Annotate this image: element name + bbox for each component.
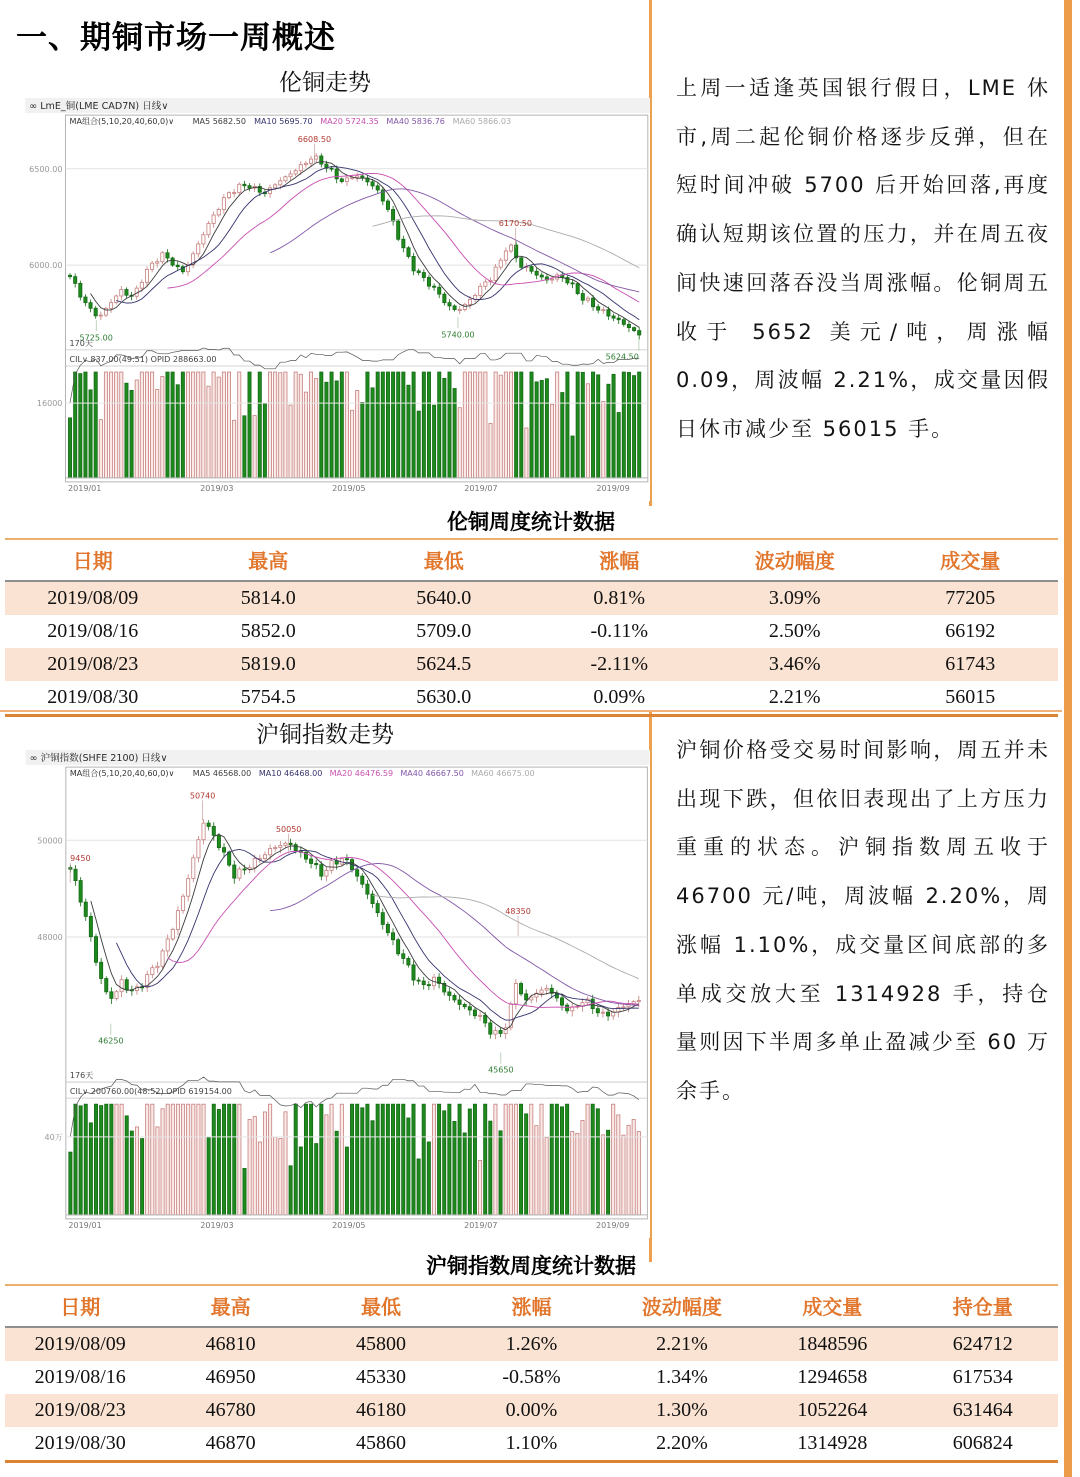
table-cell: -2.11% (590, 653, 649, 675)
table-row (5, 581, 1058, 615)
table-row (5, 681, 1058, 716)
column-header: 最低 (306, 1285, 456, 1327)
svg-text:176天: 176天 (69, 1071, 94, 1081)
svg-text:2019/01: 2019/01 (67, 483, 102, 493)
table-cell: 46950 (205, 1366, 256, 1388)
svg-text:2019/03: 2019/03 (200, 483, 234, 493)
table-cell: 1314928 (757, 1427, 907, 1462)
table-cell: 631464 (952, 1399, 1013, 1421)
svg-text:MA20 5724.35: MA20 5724.35 (320, 117, 379, 127)
table-cell: 5630.0 (356, 681, 532, 716)
svg-text:40万: 40万 (44, 1132, 63, 1142)
table-cell: 2019/08/30 (5, 681, 181, 716)
shfe-weekly-stats-table (5, 1284, 1058, 1463)
table-cell: 1052264 (797, 1399, 868, 1421)
page-title: 一、期铜市场一周概述 (16, 20, 336, 56)
svg-text:MA40 5836.76: MA40 5836.76 (386, 117, 445, 127)
table-cell: 2.20% (607, 1427, 757, 1462)
svg-text:CIL∨ 200760.00(48:52) OPI: CIL∨ 200760.00(48:52) OPID 619154.00 (69, 1087, 232, 1097)
svg-text:50000: 50000 (37, 836, 63, 846)
table-cell: 3.46% (768, 653, 821, 675)
svg-text:46250: 46250 (98, 1036, 124, 1046)
svg-text:6500.00: 6500.00 (29, 164, 63, 174)
column-header: 日期 (5, 1285, 155, 1327)
svg-text:50740: 50740 (189, 791, 216, 801)
table-row (5, 1327, 1058, 1361)
table-cell: 1.10% (456, 1427, 606, 1462)
table-cell: 56015 (883, 681, 1059, 716)
lme-chart-title: 伦铜走势 (279, 70, 371, 96)
table-row (5, 615, 1058, 648)
column-header: 最高 (155, 1285, 305, 1327)
table-cell: 46870 (155, 1427, 305, 1462)
table-cell: 1.30% (656, 1399, 708, 1421)
table-cell: 2.21% (707, 681, 883, 716)
table-cell: 5624.5 (416, 653, 472, 675)
svg-text:5624.50: 5624.50 (605, 352, 639, 362)
table-cell: 45800 (356, 1333, 407, 1355)
table-cell: 2019/08/23 (47, 653, 139, 675)
svg-text:48000: 48000 (37, 932, 63, 942)
column-header: 最高 (181, 539, 357, 581)
table-cell: 46810 (205, 1333, 256, 1355)
right-accent-bar (1064, 0, 1072, 1477)
column-header: 涨幅 (532, 539, 708, 581)
svg-text:2019/03: 2019/03 (200, 1220, 234, 1230)
table-cell: 61743 (945, 653, 996, 675)
svg-text:MA40 46667.50: MA40 46667.50 (400, 769, 464, 779)
svg-text:MA组合(5,10,20,40,60,0)∨: MA组合(5,10,20,40,60,0)∨ (69, 769, 175, 779)
shfe-copper-index-candlestick-chart (25, 750, 650, 1238)
table-cell: 0.81% (593, 587, 646, 609)
table-cell: 0.09% (532, 681, 708, 716)
svg-text:MA10 46468.00: MA10 46468.00 (258, 769, 323, 779)
svg-text:MA组合(5,10,20,40,60,0)∨: MA组合(5,10,20,40,60,0)∨ (69, 117, 175, 127)
table-cell: 5709.0 (416, 620, 472, 642)
svg-text:48350: 48350 (505, 906, 531, 916)
lme-weekly-stats-table (5, 538, 1058, 717)
table-row (5, 648, 1058, 681)
table-cell: 2019/08/16 (34, 1366, 126, 1388)
shfe-chart-title: 沪铜指数走势 (256, 722, 394, 748)
svg-text:2019/05: 2019/05 (332, 1220, 366, 1230)
svg-text:45650: 45650 (488, 1065, 514, 1075)
column-header: 持仓量 (908, 1285, 1058, 1327)
svg-text:2019/07: 2019/07 (464, 1220, 498, 1230)
svg-text:50050: 50050 (275, 824, 302, 834)
svg-text:∞ LmE_铜(LME CAD7N) 日线∨: ∞ LmE_铜(LME CAD7N) 日线∨ (29, 101, 169, 113)
svg-text:∞ 沪铜指数(SHFE 2100) 日线∨: ∞ 沪铜指数(SHFE 2100) 日线∨ (29, 753, 168, 765)
table-cell: 45860 (306, 1427, 456, 1462)
svg-text:2019/09: 2019/09 (596, 483, 630, 493)
table-cell: 5819.0 (240, 653, 296, 675)
lme-commentary-text: 上周一适逢英国银行假日，LME 休市,周二起伦铜价格逐步反弹，但在短时间冲破 5700 后开始回落,再度确认短期该位置的压力，并在周五夜间快速回落吞没当周涨幅。伦铜周五收于 5652 美元/吨，周涨幅 0.09，周波幅 2.21%，成交量因假日休市减少至 56015 手。 (676, 76, 1050, 442)
column-header: 成交量 (883, 539, 1059, 581)
table-cell: 606824 (908, 1427, 1058, 1462)
table-header-row (5, 1285, 1058, 1327)
table-cell: 3.09% (768, 587, 821, 609)
svg-text:MA20 46476.59: MA20 46476.59 (329, 769, 394, 779)
table-cell: 5814.0 (240, 587, 296, 609)
table-cell: -0.58% (502, 1366, 561, 1388)
table-cell: 45330 (356, 1366, 407, 1388)
svg-text:6170.50: 6170.50 (498, 219, 533, 229)
column-header: 日期 (5, 539, 181, 581)
table-cell: 2.21% (656, 1333, 708, 1355)
table-row (5, 1361, 1058, 1394)
table-row (5, 1427, 1058, 1462)
table-cell: 2019/08/09 (47, 587, 139, 609)
svg-text:5740.00: 5740.00 (441, 330, 475, 340)
table-cell: 5754.5 (181, 681, 357, 716)
svg-text:MA5 46568.00: MA5 46568.00 (192, 769, 252, 779)
svg-text:MA60 46675.00: MA60 46675.00 (471, 769, 535, 779)
table-cell: 2019/08/23 (34, 1399, 126, 1421)
lme-copper-candlestick-chart (25, 98, 650, 501)
svg-text:6608.50: 6608.50 (297, 134, 332, 144)
table-cell: 2019/08/09 (34, 1333, 126, 1355)
table-cell: 2019/08/30 (5, 1427, 155, 1462)
svg-text:5725.00: 5725.00 (79, 333, 113, 343)
table-cell: 1294658 (797, 1366, 868, 1388)
table-cell: 46780 (205, 1399, 256, 1421)
lme-table-title: 伦铜周度统计数据 (447, 510, 615, 534)
shfe-table-title: 沪铜指数周度统计数据 (426, 1254, 636, 1278)
svg-text:2019/01: 2019/01 (68, 1220, 102, 1230)
table-cell: 66192 (945, 620, 996, 642)
svg-text:2019/09: 2019/09 (596, 1220, 630, 1230)
shfe-commentary-text: 沪铜价格受交易时间影响，周五并未出现下跌，但依旧表现出了上方压力重重的状态。沪铜指数周五收于 46700 元/吨，周波幅 2.20%，周涨幅 1.10%，成交量区间底部的多单成交放大至 1314928 手，持仓量则因下半周多单止盈减少至 60 万余手。 (676, 738, 1050, 1104)
table-cell: 617534 (952, 1366, 1013, 1388)
svg-text:MA10 5695.70: MA10 5695.70 (254, 117, 313, 127)
table-cell: -0.11% (590, 620, 649, 642)
column-header: 最低 (356, 539, 532, 581)
table-row (5, 1394, 1058, 1427)
svg-text:CIL∨ 837.00(49:51) OPID 2: CIL∨ 837.00(49:51) OPID 288663.00 (69, 354, 217, 364)
table-cell: 2.50% (768, 620, 821, 642)
svg-text:MA5 5682.50: MA5 5682.50 (192, 117, 246, 127)
table-cell: 5852.0 (240, 620, 296, 642)
table-cell: 1848596 (797, 1333, 868, 1355)
table-cell: 46180 (356, 1399, 407, 1421)
svg-text:6000.00: 6000.00 (29, 261, 63, 271)
table-cell: 1.26% (505, 1333, 558, 1355)
svg-text:9450: 9450 (70, 853, 91, 863)
column-header: 波动幅度 (707, 539, 883, 581)
column-header: 成交量 (757, 1285, 907, 1327)
column-header: 波动幅度 (607, 1285, 757, 1327)
svg-text:MA60 5866.03: MA60 5866.03 (452, 117, 512, 127)
table-cell: 5640.0 (416, 587, 472, 609)
column-header: 涨幅 (456, 1285, 606, 1327)
svg-text:170天: 170天 (69, 338, 93, 348)
svg-text:2019/07: 2019/07 (464, 483, 498, 493)
table-cell: 0.00% (505, 1399, 558, 1421)
svg-text:2019/05: 2019/05 (332, 483, 366, 493)
table-cell: 77205 (945, 587, 996, 609)
svg-text:16000: 16000 (36, 399, 63, 409)
table-header-row (5, 539, 1058, 581)
table-cell: 1.34% (656, 1366, 708, 1388)
table-cell: 624712 (952, 1333, 1013, 1355)
table-cell: 2019/08/16 (47, 620, 139, 642)
